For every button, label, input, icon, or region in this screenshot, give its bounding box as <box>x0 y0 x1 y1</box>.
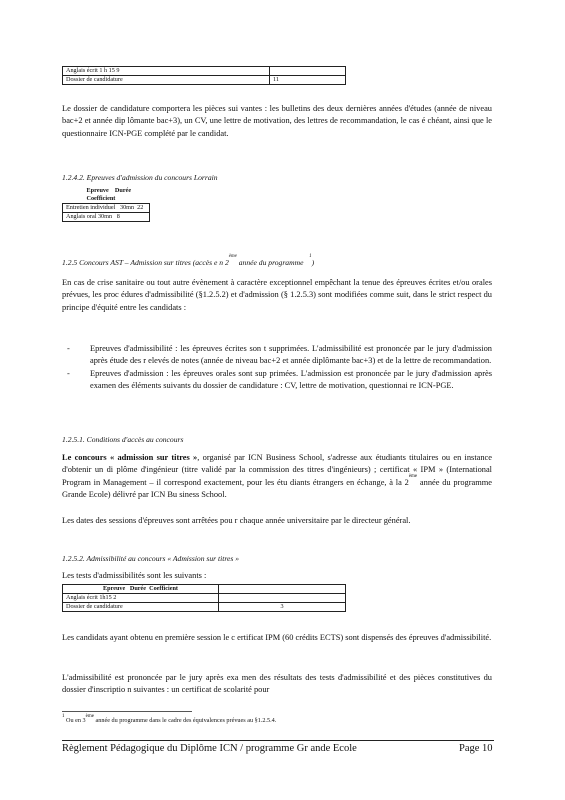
procedure-bullet-list <box>62 343 492 393</box>
table-cell: 11 <box>270 76 346 85</box>
table-row <box>63 67 346 76</box>
application-file-paragraph: Le dossier de candidature comportera les pièces sui vantes : les bulletins des deux dernières années d'études (année de niveau bac+2 et année dip lômante bac+3), un CV, une lettre de motivation, des lettres de recommandation, le cas é chéant, ainsi que le questionnaire ICN-PGE complété par le candidat. <box>62 104 492 138</box>
table-header-row <box>63 187 150 204</box>
table-cell: Anglais écrit 1h15 2 <box>63 594 219 603</box>
page-number: Page 10 <box>459 743 493 754</box>
table-header-cell: Epreuve Durée Coefficient <box>63 187 150 204</box>
table-cell: Anglais écrit 1 h 15 9 <box>63 67 270 76</box>
table-row <box>63 204 150 213</box>
section-heading-1-2-5-2: 1.2.5.2. Admissibilité au concours « Admission sur titres » <box>62 554 240 563</box>
tests-intro: Les tests d'admissibilités sont les suivants : <box>62 571 207 580</box>
admissibility-table-top <box>62 66 346 85</box>
table-cell <box>270 67 346 76</box>
table-cell <box>219 594 346 603</box>
health-crisis-paragraph: En cas de crise sanitaire ou tout autre évènement à caractère exceptionnel empêchant la tenue des épreuves écrites et/ou orales prévues, les proc édures d'admissibilité (§1.2.5.2) et d'admission (§ 1.2.5.3) sont modifiées comme suit, dans le strict respect du principe d'équité entre les candidats : <box>62 278 492 312</box>
table-header-row <box>63 585 346 594</box>
admission-exam-table <box>62 187 150 222</box>
section-heading-1-2-4-2: 1.2.4.2. Epreuves d'admission du concours Lorrain <box>62 173 218 182</box>
table-cell: Dossier de candidature <box>63 76 270 85</box>
footnote: $^1$ Ou en 3ème année du programme dans le cadre des équivalences prévues au §1.2.5.4. <box>62 714 277 724</box>
admissibility-decision-paragraph: L'admissibilité est prononcée par le jury après exa men des résultats des tests d'admissibilité et des pièces constitutives du dossier d'inscriptio n suivantes : un certificat de scolarité pour <box>62 673 492 695</box>
table-cell: 3 <box>219 603 346 612</box>
table-cell: Entretien individuel 30mn 22 <box>63 204 150 213</box>
admissibility-tests-table <box>62 584 346 612</box>
list-item: - Epreuves d'admissibilité : les épreuves écrites son t supprimées. L'admissibilité est prononcée par le jury d'admission après étude des r elevés de notes (année de niveau bac+2 et année diplômante bac+3) et de la lettre de recommandation. <box>67 344 492 366</box>
footnote-separator <box>62 711 192 712</box>
table-cell: Dossier de candidature <box>63 603 219 612</box>
table-cell <box>219 585 346 594</box>
table-row <box>63 76 346 85</box>
table-header-cell: Epreuve Durée Coefficient <box>63 585 219 594</box>
page-footer-title: Règlement Pédagogique du Diplôme ICN / programme Gr ande Ecole <box>62 743 357 754</box>
session-dates-paragraph: Les dates des sessions d'épreuves sont arrêtées pou r chaque année universitaire par le directeur général. <box>62 516 411 525</box>
section-heading-1-2-5: 1.2.5 Concours AST – Admission sur titres (accès e n 2ème année du programme $^1$) <box>62 254 315 267</box>
footer-rule <box>62 740 494 741</box>
list-item: - Epreuves d'admission : les épreuves orales sont sup primées. L'admission est prononcée par le jury d'admission après examen des éléments suivants du dossier de candidature : CV, lettre de motivation, questionnai re ICN-PGE. <box>67 368 492 391</box>
section-heading-1-2-5-1: 1.2.5.1. Conditions d'accès au concours <box>62 435 184 444</box>
table-row <box>63 213 150 222</box>
ipm-exemption-paragraph: Les candidats ayant obtenu en première session le c ertificat IPM (60 crédits ECTS) sont dispensés des épreuves d'admissibilité. <box>62 633 492 642</box>
table-cell: Anglais oral 30mn 8 <box>63 213 150 222</box>
table-row <box>63 594 346 603</box>
contest-conditions-paragraph: Le concours « admission sur titres », organisé par ICN Business School, s'adresse aux étudiants titulaires ou en instance d'obtenir un di plôme d'ingénieur (titre validé par la commission des titres d'ingénieurs) ; certificat « IPM » (International Program in Management – il correspond exactement, pour les étu diants étrangers en échange, à la 2ème année du programme Grande Ecole) délivré par ICN Bu siness School. <box>62 453 492 500</box>
table-row <box>63 603 346 612</box>
